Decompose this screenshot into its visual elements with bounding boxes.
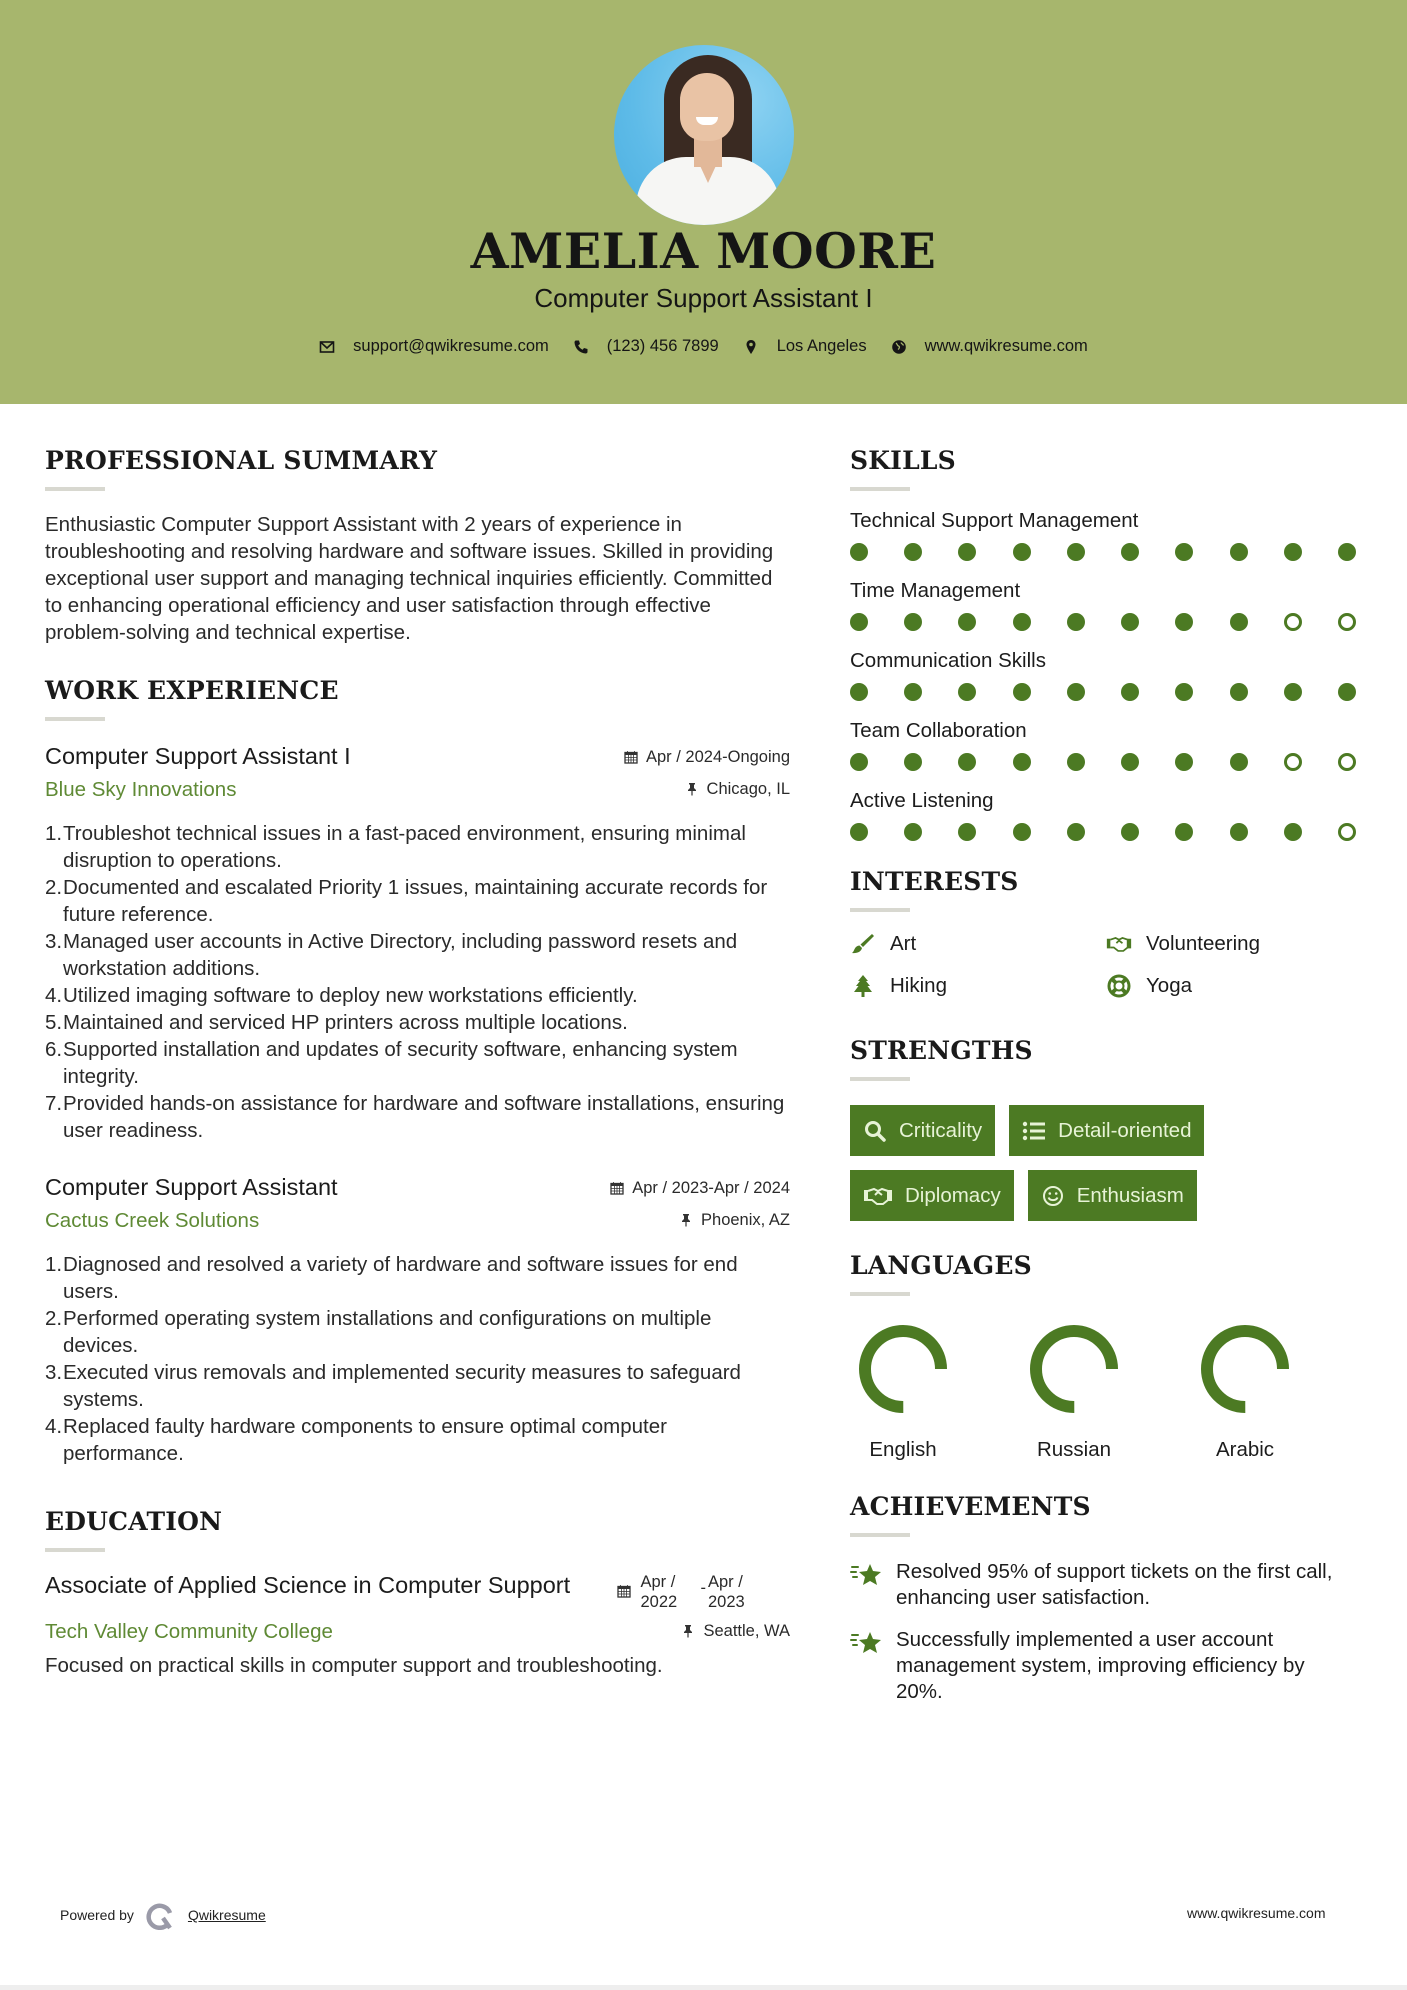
job-dates: Apr / 2023-Apr / 2024 bbox=[610, 1179, 790, 1198]
education-end: Apr / 2023 bbox=[708, 1573, 745, 1611]
rating-dot-filled bbox=[1175, 823, 1193, 841]
achievements-heading: ACHIEVEMENTS bbox=[850, 1492, 1091, 1521]
rating-dot-filled bbox=[1284, 543, 1302, 561]
skill-item bbox=[850, 579, 1370, 631]
shooting-star-icon bbox=[850, 1561, 884, 1589]
pushpin-icon bbox=[679, 1213, 693, 1227]
paintbrush-icon bbox=[850, 932, 876, 956]
skill-rating bbox=[850, 683, 1356, 701]
candidate-name: AMELIA MOORE bbox=[470, 222, 937, 280]
heading-divider bbox=[850, 487, 910, 491]
rating-dot-filled bbox=[904, 613, 922, 631]
rating-dot-filled bbox=[850, 683, 868, 701]
rating-dot-filled bbox=[958, 683, 976, 701]
rating-dot-filled bbox=[1284, 683, 1302, 701]
language-progress-ring bbox=[856, 1322, 950, 1416]
skills-list bbox=[850, 509, 1370, 841]
job-location: Phoenix, AZ bbox=[679, 1211, 790, 1230]
language-item: English bbox=[850, 1322, 1021, 1462]
rating-dot-filled bbox=[904, 753, 922, 771]
strength-chip: Enthusiasm bbox=[1028, 1170, 1197, 1221]
interests-section bbox=[850, 867, 1370, 998]
job-dates: Apr / 2024-Ongoing bbox=[624, 748, 790, 767]
interests-heading: INTERESTS bbox=[850, 867, 1019, 896]
rating-dot-filled bbox=[1121, 683, 1139, 701]
bullet-item: 7. Provided hands-on assistance for hardware and software installations, ensuring user readiness. bbox=[45, 1092, 785, 1142]
skill-name: Time Management bbox=[850, 579, 1021, 602]
heading-divider bbox=[45, 717, 105, 721]
rating-dot-filled bbox=[1284, 823, 1302, 841]
bullet-item: 4. Utilized imaging software to deploy new workstations efficiently. bbox=[45, 984, 638, 1007]
bullet-item: 2. Documented and escalated Priority 1 issues, maintaining accurate records for future reference. bbox=[45, 876, 768, 926]
footer-powered-by bbox=[60, 1900, 266, 1930]
job-entry bbox=[45, 743, 790, 1144]
heading-divider bbox=[45, 487, 105, 491]
heading-divider bbox=[850, 1533, 910, 1537]
rating-dot-filled bbox=[1013, 753, 1031, 771]
summary-section bbox=[45, 446, 790, 646]
rating-dot-filled bbox=[850, 613, 868, 631]
company-name: Blue Sky Innovations bbox=[45, 778, 237, 801]
language-item: Arabic bbox=[1192, 1322, 1363, 1462]
rating-dot-empty bbox=[1284, 753, 1302, 771]
experience-section bbox=[45, 676, 790, 1467]
job-bullets bbox=[45, 820, 790, 1144]
language-progress-ring bbox=[1198, 1322, 1292, 1416]
strength-chip: Criticality bbox=[850, 1105, 995, 1156]
rating-dot-filled bbox=[1121, 823, 1139, 841]
rating-dot-filled bbox=[1175, 753, 1193, 771]
rating-dot-filled bbox=[1067, 683, 1085, 701]
brand-link[interactable]: Qwikresume bbox=[187, 1907, 266, 1923]
rating-dot-filled bbox=[1175, 613, 1193, 631]
rating-dot-filled bbox=[958, 543, 976, 561]
list-icon bbox=[1022, 1119, 1046, 1143]
contact-phone[interactable] bbox=[573, 337, 719, 356]
footer-website[interactable]: www.qwikresume.com bbox=[1187, 1905, 1326, 1921]
search-icon bbox=[863, 1119, 887, 1143]
interest-item: Yoga bbox=[1106, 974, 1362, 998]
job-entry bbox=[45, 1174, 790, 1467]
bullet-item: 3. Executed virus removals and implemented security measures to safeguard systems. bbox=[45, 1361, 741, 1411]
left-column bbox=[45, 446, 790, 1679]
skill-rating bbox=[850, 823, 1356, 841]
rating-dot-empty bbox=[1338, 823, 1356, 841]
experience-heading: WORK EXPERIENCE bbox=[45, 676, 339, 705]
skills-heading: SKILLS bbox=[850, 446, 956, 475]
bullet-item: 2. Performed operating system installations and configurations on multiple devices. bbox=[45, 1307, 712, 1357]
achievement-item: Resolved 95% of support tickets on the first call, enhancing user satisfaction. bbox=[850, 1559, 1370, 1611]
rating-dot-filled bbox=[1013, 543, 1031, 561]
envelope-icon bbox=[319, 339, 335, 355]
heading-divider bbox=[850, 908, 910, 912]
heading-divider bbox=[850, 1292, 910, 1296]
rating-dot-filled bbox=[1230, 753, 1248, 771]
handshake-icon bbox=[863, 1184, 893, 1208]
interests-grid bbox=[850, 932, 1370, 998]
right-column bbox=[850, 446, 1370, 1705]
rating-dot-filled bbox=[1067, 753, 1085, 771]
achievement-item: Successfully implemented a user account management system, improving efficiency by 20%. bbox=[850, 1627, 1370, 1705]
summary-heading: PROFESSIONAL SUMMARY bbox=[45, 446, 438, 475]
rating-dot-filled bbox=[1230, 613, 1248, 631]
rating-dot-filled bbox=[958, 753, 976, 771]
rating-dot-filled bbox=[1175, 683, 1193, 701]
strengths-heading: STRENGTHS bbox=[850, 1036, 1033, 1065]
bullet-item: 6. Supported installation and updates of security software, enhancing system integrity. bbox=[45, 1038, 738, 1088]
company-name: Cactus Creek Solutions bbox=[45, 1209, 260, 1232]
calendar-icon bbox=[617, 1584, 631, 1598]
skill-rating bbox=[850, 543, 1356, 561]
skill-name: Active Listening bbox=[850, 789, 994, 812]
pushpin-icon bbox=[681, 1624, 695, 1638]
education-start: Apr / 2022 bbox=[640, 1573, 678, 1611]
rating-dot-filled bbox=[850, 823, 868, 841]
rating-dot-filled bbox=[1230, 823, 1248, 841]
skill-rating bbox=[850, 613, 1356, 631]
smile-icon bbox=[1041, 1184, 1065, 1208]
achievements-section bbox=[850, 1492, 1370, 1705]
heading-divider bbox=[850, 1077, 910, 1081]
skill-item bbox=[850, 789, 1370, 841]
calendar-icon bbox=[610, 1181, 624, 1195]
rating-dot-filled bbox=[850, 753, 868, 771]
bullet-item: 3. Managed user accounts in Active Directory, including password resets and workstation additions. bbox=[45, 930, 738, 980]
languages-heading: LANGUAGES bbox=[850, 1251, 1032, 1280]
rating-dot-filled bbox=[1013, 683, 1031, 701]
tree-icon bbox=[850, 974, 876, 998]
rating-dot-filled bbox=[958, 823, 976, 841]
education-section bbox=[45, 1507, 790, 1679]
bullet-item: 1. Diagnosed and resolved a variety of hardware and software issues for end users. bbox=[45, 1253, 738, 1303]
page-bottom-edge bbox=[0, 1985, 1407, 1990]
rating-dot-filled bbox=[1121, 753, 1139, 771]
rating-dot-filled bbox=[1013, 613, 1031, 631]
contact-website[interactable] bbox=[891, 337, 1088, 356]
rating-dot-empty bbox=[1338, 613, 1356, 631]
interest-item: Volunteering bbox=[1106, 932, 1362, 956]
rating-dot-empty bbox=[1338, 753, 1356, 771]
rating-dot-filled bbox=[1230, 543, 1248, 561]
email-text: support@qwikresume.com bbox=[353, 337, 549, 355]
skills-section bbox=[850, 446, 1370, 841]
rating-dot-filled bbox=[1067, 823, 1085, 841]
skill-item bbox=[850, 509, 1370, 561]
languages-list bbox=[850, 1322, 1370, 1462]
interest-item: Art bbox=[850, 932, 1106, 956]
skill-name: Communication Skills bbox=[850, 649, 1046, 672]
contact-location bbox=[743, 337, 867, 356]
shooting-star-icon bbox=[850, 1629, 884, 1657]
strength-chip: Diplomacy bbox=[850, 1170, 1014, 1221]
rating-dot-filled bbox=[904, 543, 922, 561]
rating-dot-filled bbox=[1013, 823, 1031, 841]
rating-dot-filled bbox=[1067, 613, 1085, 631]
rating-dot-filled bbox=[958, 613, 976, 631]
language-progress-ring bbox=[1027, 1322, 1121, 1416]
skill-item bbox=[850, 649, 1370, 701]
education-dates bbox=[617, 1572, 761, 1612]
map-marker-icon bbox=[743, 339, 759, 355]
bullet-item: 4. Replaced faulty hardware components to ensure optimal computer performance. bbox=[45, 1415, 667, 1465]
skill-rating bbox=[850, 753, 1356, 771]
pushpin-icon bbox=[685, 782, 699, 796]
summary-text: Enthusiastic Computer Support Assistant with 2 years of experience in troubleshooting and resolving hardware and software issues. Skilled in providing exceptional user support and managing technical inquiries efficiently. Committed to enhancing operational efficiency and user satisfaction through effective problem-solving and technical expertise. bbox=[45, 513, 774, 644]
strength-chip: Detail-oriented bbox=[1009, 1105, 1204, 1156]
globe-icon bbox=[891, 339, 907, 355]
heading-divider bbox=[45, 1548, 105, 1552]
rating-dot-filled bbox=[1338, 543, 1356, 561]
powered-by-label: Powered by bbox=[60, 1907, 134, 1923]
resume-header bbox=[0, 0, 1407, 404]
phone-icon bbox=[573, 339, 589, 355]
location-text: Los Angeles bbox=[776, 337, 867, 355]
rating-dot-filled bbox=[904, 683, 922, 701]
strengths-list bbox=[850, 1105, 1370, 1221]
interest-item: Hiking bbox=[850, 974, 1106, 998]
rating-dot-filled bbox=[1067, 543, 1085, 561]
job-title: Computer Support Assistant I bbox=[45, 743, 351, 769]
strengths-section bbox=[850, 1036, 1370, 1221]
contact-email[interactable] bbox=[319, 337, 549, 356]
rating-dot-filled bbox=[1230, 683, 1248, 701]
website-text: www.qwikresume.com bbox=[924, 337, 1088, 355]
degree-title: Associate of Applied Science in Computer Support bbox=[45, 1572, 571, 1598]
skill-name: Team Collaboration bbox=[850, 719, 1027, 742]
school-location: Seattle, WA bbox=[681, 1622, 790, 1641]
education-heading: EDUCATION bbox=[45, 1507, 223, 1536]
rating-dot-filled bbox=[1338, 683, 1356, 701]
life-ring-icon bbox=[1106, 974, 1132, 998]
rating-dot-filled bbox=[904, 823, 922, 841]
rating-dot-empty bbox=[1284, 613, 1302, 631]
rating-dot-filled bbox=[1121, 543, 1139, 561]
contact-bar bbox=[0, 337, 1407, 356]
job-bullets bbox=[45, 1251, 790, 1467]
bullet-item: 5. Maintained and serviced HP printers across multiple locations. bbox=[45, 1011, 628, 1034]
profile-photo bbox=[614, 45, 794, 225]
bullet-item: 1. Troubleshot technical issues in a fast-paced environment, ensuring minimal disruption to operations. bbox=[45, 822, 746, 872]
languages-section bbox=[850, 1251, 1370, 1462]
qwikresume-logo-icon bbox=[146, 1900, 176, 1930]
rating-dot-filled bbox=[1175, 543, 1193, 561]
rating-dot-filled bbox=[850, 543, 868, 561]
job-title: Computer Support Assistant bbox=[45, 1174, 338, 1200]
handshake-icon bbox=[1106, 932, 1132, 956]
language-item: Russian bbox=[1021, 1322, 1192, 1462]
skill-name: Technical Support Management bbox=[850, 509, 1139, 532]
phone-text: (123) 456 7899 bbox=[606, 337, 719, 355]
calendar-icon bbox=[624, 750, 638, 764]
date-separator: - bbox=[700, 1579, 706, 1597]
school-name: Tech Valley Community College bbox=[45, 1620, 333, 1643]
job-location: Chicago, IL bbox=[685, 780, 790, 799]
education-description: Focused on practical skills in computer support and troubleshooting. bbox=[45, 1654, 663, 1677]
candidate-title: Computer Support Assistant I bbox=[534, 283, 873, 313]
skill-item bbox=[850, 719, 1370, 771]
rating-dot-filled bbox=[1121, 613, 1139, 631]
